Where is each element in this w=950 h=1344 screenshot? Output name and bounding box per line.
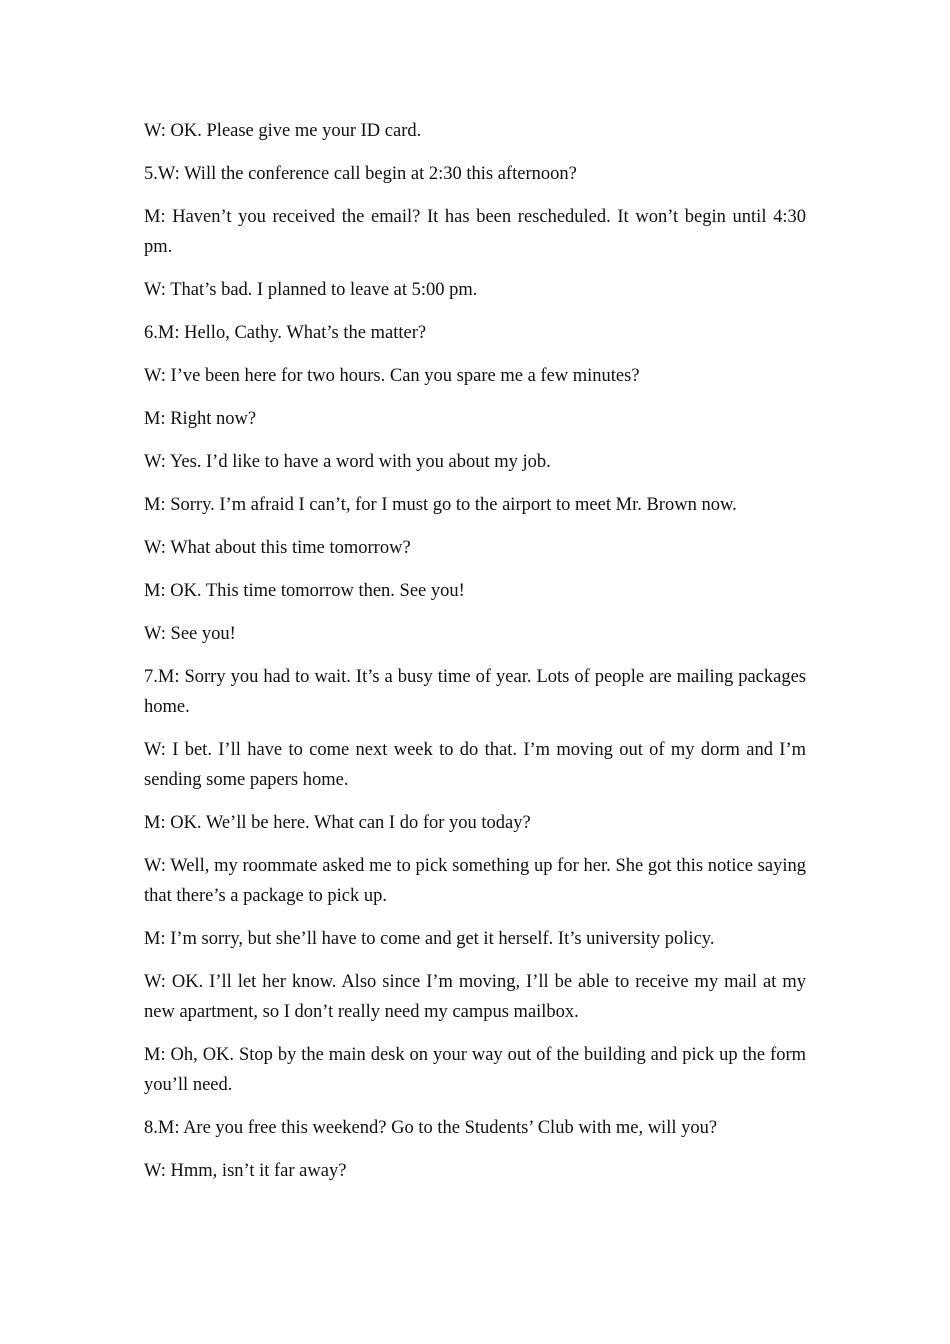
dialogue-line: 8.M: Are you free this weekend? Go to the Students’ Club with me, will you? bbox=[144, 1118, 718, 1138]
dialogue-transcript bbox=[144, 116, 806, 1199]
dialogue-line: M: Right now? bbox=[144, 409, 257, 429]
dialogue-line: W: That’s bad. I planned to leave at 5:00 pm. bbox=[144, 280, 478, 300]
dialogue-line: W: See you! bbox=[144, 624, 236, 644]
dialogue-line: 7.M: Sorry you had to wait. It’s a busy time of year. Lots of people are mailing packages home. bbox=[144, 667, 806, 717]
dialogue-line: 5.W: Will the conference call begin at 2:30 this afternoon? bbox=[144, 164, 577, 184]
dialogue-line: M: OK. This time tomorrow then. See you! bbox=[144, 581, 465, 601]
dialogue-line: W: Yes. I’d like to have a word with you about my job. bbox=[144, 452, 551, 472]
dialogue-line: M: OK. We’ll be here. What can I do for you today? bbox=[144, 813, 531, 833]
dialogue-line: W: Well, my roommate asked me to pick something up for her. She got this notice saying that there’s a package to pick up. bbox=[144, 856, 806, 906]
dialogue-line: W: OK. I’ll let her know. Also since I’m moving, I’ll be able to receive my mail at my new apartment, so I don’t really need my campus mailbox. bbox=[144, 972, 806, 1022]
dialogue-line: W: What about this time tomorrow? bbox=[144, 538, 411, 558]
dialogue-line: 6.M: Hello, Cathy. What’s the matter? bbox=[144, 323, 427, 343]
dialogue-line: M: I’m sorry, but she’ll have to come and get it herself. It’s university policy. bbox=[144, 929, 715, 949]
dialogue-line: M: Haven’t you received the email? It has been rescheduled. It won’t begin until 4:30 pm. bbox=[144, 207, 806, 257]
dialogue-line: W: I’ve been here for two hours. Can you spare me a few minutes? bbox=[144, 366, 640, 386]
dialogue-line: M: Oh, OK. Stop by the main desk on your way out of the building and pick up the form you’ll need. bbox=[144, 1045, 806, 1095]
dialogue-line: W: I bet. I’ll have to come next week to do that. I’m moving out of my dorm and I’m sending some papers home. bbox=[144, 740, 806, 790]
dialogue-line: M: Sorry. I’m afraid I can’t, for I must go to the airport to meet Mr. Brown now. bbox=[144, 495, 737, 515]
dialogue-line: W: OK. Please give me your ID card. bbox=[144, 121, 422, 141]
dialogue-line: W: Hmm, isn’t it far away? bbox=[144, 1161, 347, 1181]
